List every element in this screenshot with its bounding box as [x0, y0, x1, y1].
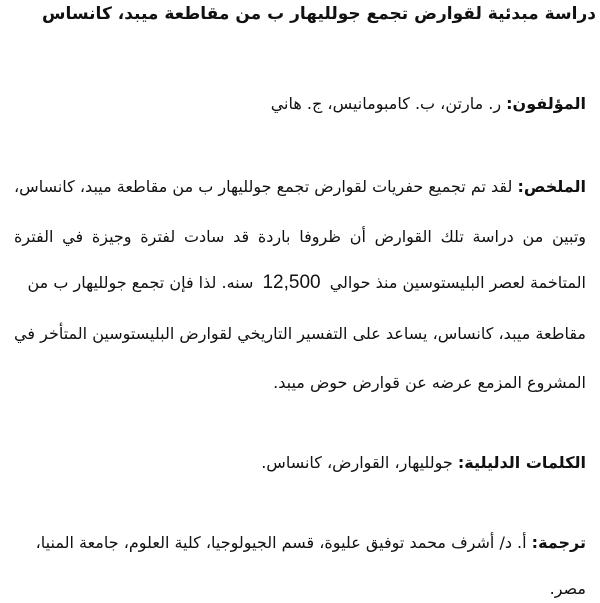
authors-line [271, 93, 586, 115]
authors-label: المؤلفون: [506, 94, 586, 113]
abstract-text-1: لقد تم تجميع حفريات لقوارض تجمع جولليهار ب من مقاطعة ميبد، كانساس، [14, 177, 513, 196]
abstract-line-1 [14, 176, 586, 198]
keywords-text: جولليهار، القوارض، كانساس. [261, 453, 453, 472]
keywords-label: الكلمات الدليلية: [457, 453, 586, 472]
document-title: دراسة مبدئية لقوارض تجمع جولليهار ب من مقاطعة ميبد، كانساس [42, 4, 596, 24]
abstract-label: الملخص: [517, 177, 586, 196]
translation-line-1 [36, 532, 586, 554]
authors-names: ر. مارتن، ب. كامبومانيس، ج. هاني [270, 94, 502, 113]
years-value: 12,500 [262, 272, 321, 293]
abstract-line-4: مقاطعة ميبد، كانساس، يساعد على التفسير التاريخي لقوارض البليستوسين المتأخر في [14, 324, 586, 343]
abstract-text-3a: المتاخمة لعصر البليستوسين منذ حوالي [329, 273, 586, 292]
keywords-line [261, 452, 586, 474]
translation-label: ترجمة: [531, 533, 586, 552]
translation-text-1: أ. د/ أشرف محمد توفيق عليوة، قسم الجيولوجيا، كلية العلوم، جامعة المنيا، [35, 533, 527, 552]
abstract-line-5: المشروع المزمع عرضه عن قوارض حوض ميبد. [273, 373, 586, 392]
abstract-text-3b: سنه. لذا فإن تجمع جولليهار ب من [27, 273, 254, 292]
abstract-line-3 [27, 272, 586, 294]
abstract-line-2: وتبين من دراسة تلك القوارض أن ظروفا باردة قد سادت لفترة وجيزة في الفترة [14, 227, 586, 246]
translation-line-2: مصر. [549, 579, 586, 598]
